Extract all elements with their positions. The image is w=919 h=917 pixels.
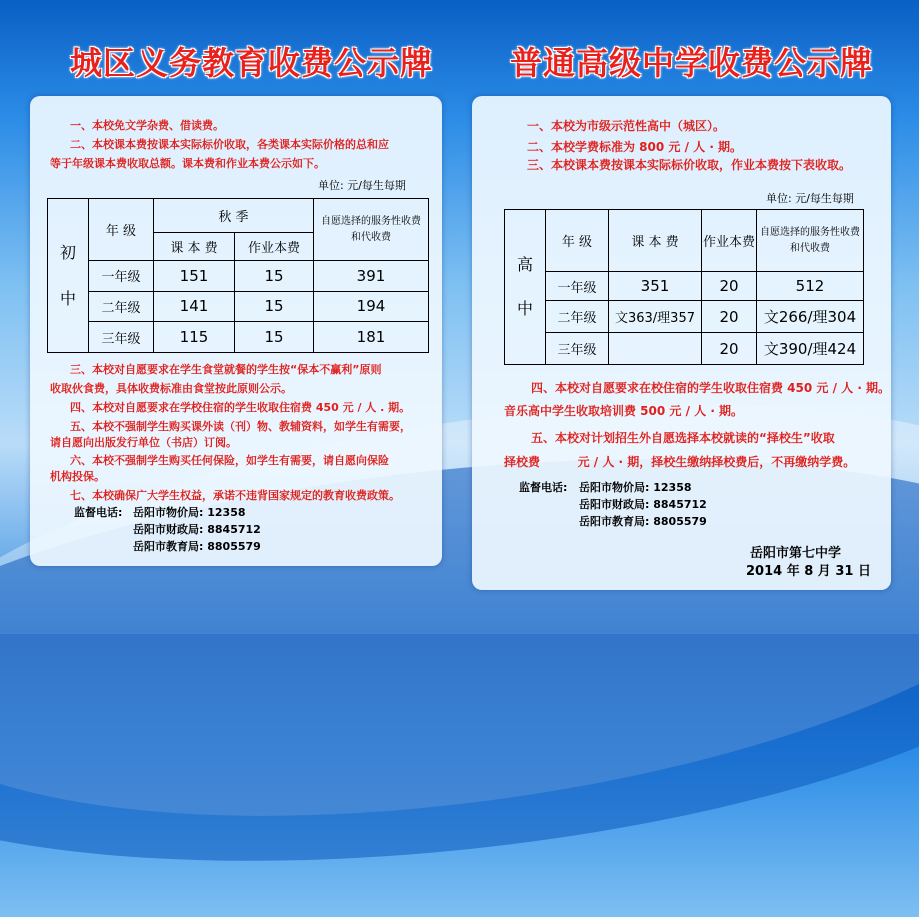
right-intro-3: 三、本校课本费按课本实际标价收取，作业本费按下表收取。 (527, 158, 852, 172)
left-hotline-education: 岳阳市教育局: 8805579 (133, 540, 261, 553)
table-row (505, 301, 864, 333)
right-service-header (757, 210, 864, 272)
right-intro-2: 二、本校学费标准为 800 元 / 人 · 期。 (527, 140, 743, 154)
table-row (505, 272, 864, 301)
left-intro-3: 等于年级课本费收取总额。课本费和作业本费公示如下。 (50, 157, 325, 170)
right-grade-header: 年 级 (546, 210, 609, 272)
right-hotline-price: 岳阳市物价局: 12358 (579, 481, 692, 494)
table-row (48, 291, 429, 322)
right-note-4b: 音乐高中学生收取培训费 500 元 / 人 · 期。 (504, 404, 744, 418)
left-season-header: 秋 季 (154, 199, 314, 233)
left-level-cell (48, 199, 89, 353)
left-service-cell: 181 (314, 322, 429, 353)
left-level-char-2: 中 (59, 288, 76, 308)
left-service-header-line2: 和代收费 (351, 231, 391, 243)
issue-date: 2014 年 8 月 31 日 (746, 564, 871, 579)
right-workbook-header: 作业本费 (702, 210, 757, 272)
left-intro-2: 二、本校课本费按课本实际标价收取，各类课本实际价格的总和应 (70, 138, 389, 151)
right-service-header-line1: 自愿选择的服务性收费 (760, 226, 860, 238)
left-note-6b: 机构投保。 (50, 470, 105, 483)
left-note-5b: 请自愿向出版发行单位（书店）订阅。 (50, 436, 237, 449)
right-grade-cell: 一年级 (546, 272, 609, 301)
right-level-cell (505, 210, 546, 365)
right-hotline-finance: 岳阳市财政局: 8845712 (579, 498, 707, 511)
right-board-title: 普通高级中学收费公示牌 (510, 44, 874, 82)
right-intro-1: 一、本校为市级示范性高中（城区）。 (527, 119, 726, 133)
left-workbook-cell: 15 (235, 291, 314, 322)
right-textbook-header: 课 本 费 (609, 210, 702, 272)
right-grade-cell: 三年级 (546, 333, 609, 365)
right-textbook-cell (609, 333, 702, 365)
right-workbook-cell: 20 (702, 272, 757, 301)
right-fee-table (504, 209, 864, 365)
left-fee-table (47, 198, 429, 353)
right-note-5a: 五、本校对计划招生外自愿选择本校就读的“择校生”收取 (531, 431, 835, 445)
left-service-cell: 391 (314, 261, 429, 292)
right-note-4a: 四、本校对自愿要求在校住宿的学生收取住宿费 450 元 / 人 · 期。 (531, 381, 891, 395)
left-intro-1: 一、本校免文学杂费、借读费。 (70, 119, 224, 132)
right-textbook-cell: 文363/理357 (609, 301, 702, 333)
right-service-header-line2: 和代收费 (790, 242, 830, 254)
left-note-5a: 五、本校不强制学生购买课外读（刊）物、教辅资料，如学生有需要， (70, 420, 411, 433)
left-workbook-cell: 15 (235, 261, 314, 292)
left-textbook-cell: 151 (154, 261, 235, 292)
left-workbook-cell: 15 (235, 322, 314, 353)
left-note-7: 七、本校确保广大学生权益，承诺不违背国家规定的教育收费政策。 (70, 489, 400, 502)
left-grade-cell: 二年级 (89, 291, 154, 322)
left-textbook-header: 课 本 费 (154, 233, 235, 261)
left-note-4: 四、本校对自愿要求在学校住宿的学生收取住宿费 450 元 / 人 . 期。 (70, 401, 411, 414)
table-row (48, 261, 429, 292)
left-service-header (314, 199, 429, 261)
left-hotline-price: 岳阳市物价局: 12358 (133, 506, 246, 519)
left-textbook-cell: 115 (154, 322, 235, 353)
left-board-title: 城区义务教育收费公示牌 (70, 44, 434, 82)
table-row (48, 322, 429, 353)
left-hotline-finance: 岳阳市财政局: 8845712 (133, 523, 261, 536)
right-service-cell: 512 (757, 272, 864, 301)
left-note-3a: 三、本校对自愿要求在学生食堂就餐的学生按“保本不赢利”原则 (70, 363, 382, 376)
left-workbook-header: 作业本费 (235, 233, 314, 261)
right-unit-label: 单位: 元/每生每期 (766, 192, 854, 205)
left-service-header-line1: 自愿选择的服务性收费 (321, 215, 421, 227)
right-level-char-1: 高 (516, 255, 533, 274)
table-row (505, 333, 864, 365)
right-workbook-cell: 20 (702, 333, 757, 365)
right-level-char-2: 中 (516, 299, 533, 318)
right-service-cell: 文390/理424 (757, 333, 864, 365)
right-service-cell: 文266/理304 (757, 301, 864, 333)
left-service-cell: 194 (314, 291, 429, 322)
left-hotline-label: 监督电话: (74, 506, 123, 519)
left-grade-cell: 一年级 (89, 261, 154, 292)
left-grade-cell: 三年级 (89, 322, 154, 353)
right-textbook-cell: 351 (609, 272, 702, 301)
right-note-5b: 择校费 元 / 人 · 期，择校生缴纳择校费后，不再缴纳学费。 (504, 455, 856, 469)
right-grade-cell: 二年级 (546, 301, 609, 333)
left-unit-label: 单位: 元/每生每期 (318, 179, 406, 192)
left-note-6a: 六、本校不强制学生购买任何保险，如学生有需要，请自愿向保险 (70, 454, 389, 467)
left-grade-header: 年 级 (89, 199, 154, 261)
left-note-3b: 收取伙食费，具体收费标准由食堂按此原则公示。 (50, 382, 292, 395)
left-textbook-cell: 141 (154, 291, 235, 322)
left-level-char-1: 初 (59, 242, 76, 262)
school-signature: 岳阳市第七中学 (750, 546, 842, 561)
right-workbook-cell: 20 (702, 301, 757, 333)
right-hotline-label: 监督电话: (519, 481, 568, 494)
right-hotline-education: 岳阳市教育局: 8805579 (579, 515, 707, 528)
